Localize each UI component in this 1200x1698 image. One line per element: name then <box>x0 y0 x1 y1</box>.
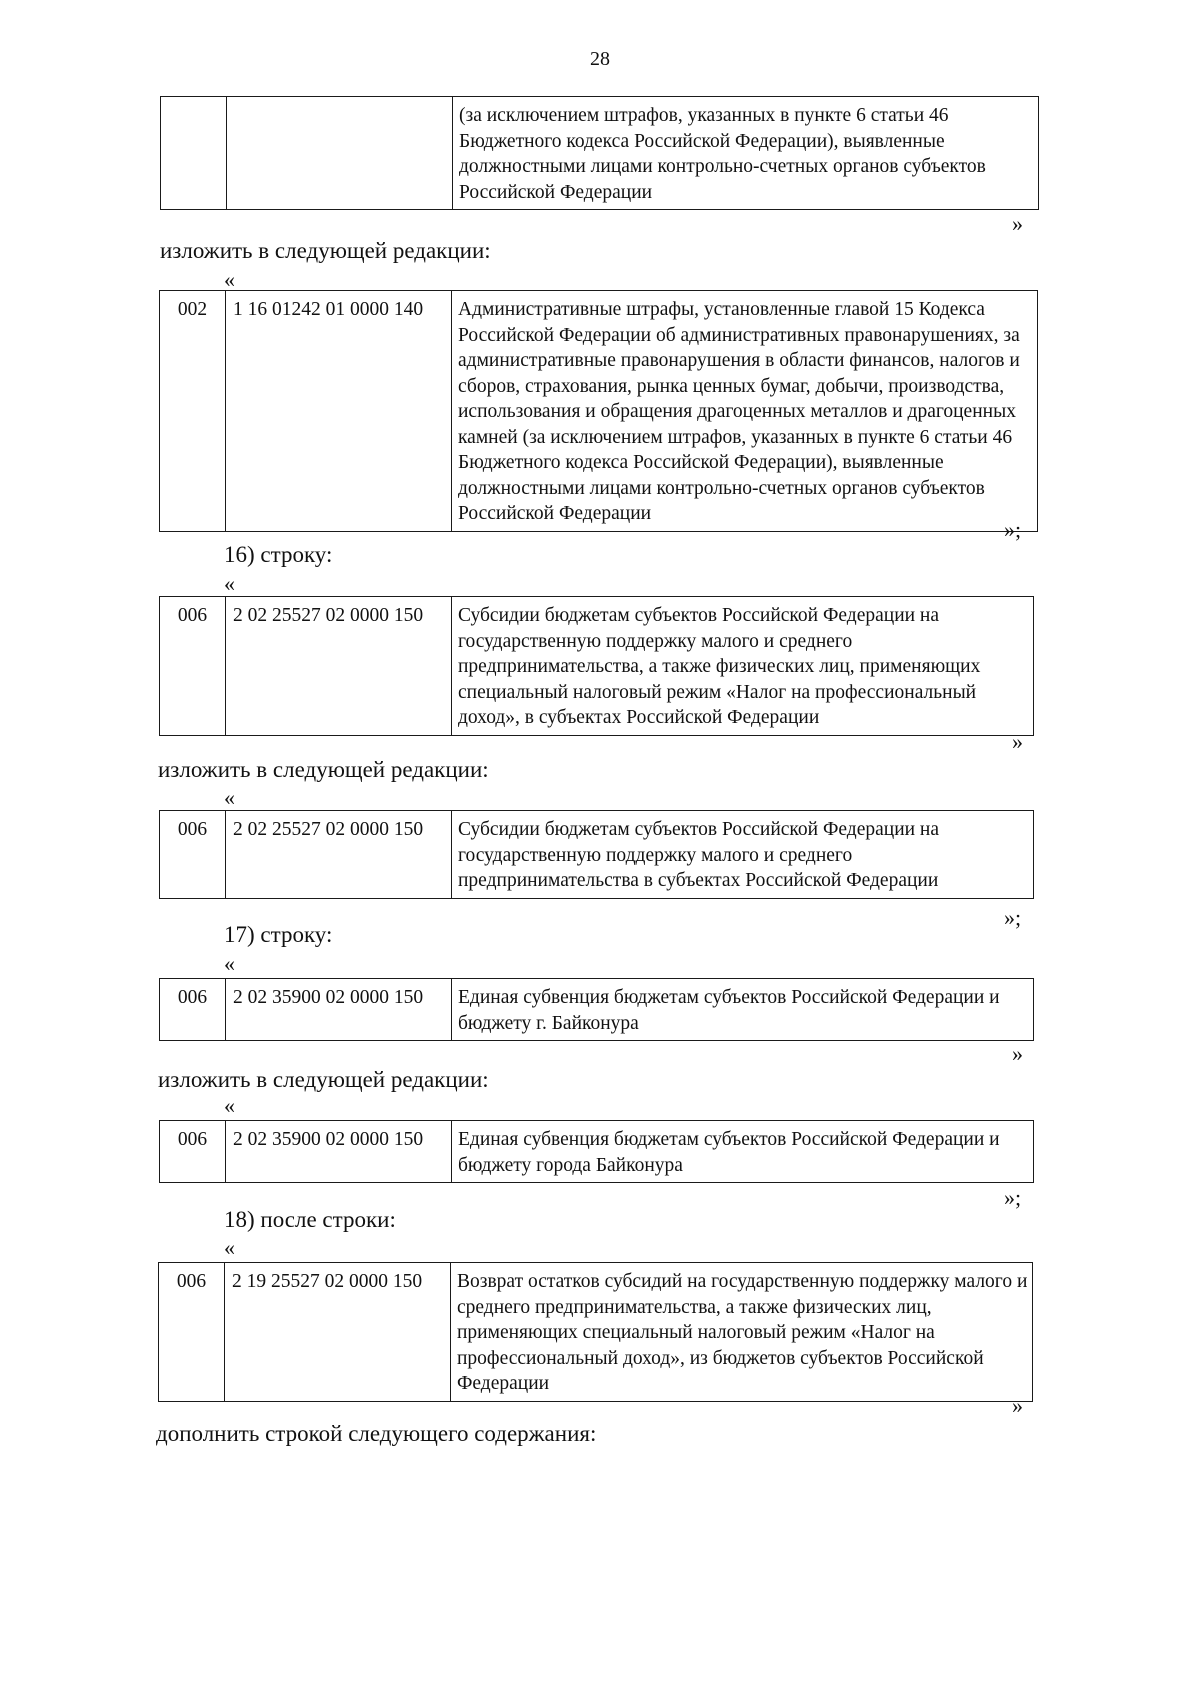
budget-code-cell: 1 16 01242 01 0000 140 <box>226 291 452 532</box>
admin-code-cell <box>161 97 227 210</box>
admin-code-cell: 006 <box>160 979 226 1041</box>
description-cell: Возврат остатков субсидий на государственную поддержку малого и среднего предпринимательства, а также физических лиц, применяющих специальный налоговый режим «Налог на профессиональный доход», из бюджетов субъектов Российской Федерации <box>451 1263 1033 1402</box>
description-cell: Единая субвенция бюджетам субъектов Российской Федерации и бюджету г. Байконура <box>452 979 1034 1041</box>
description-cell: Субсидии бюджетам субъектов Российской Федерации на государственную поддержку малого и среднего предпринимательства в субъектах Российской Федерации <box>452 811 1034 899</box>
budget-code-cell: 2 02 25527 02 0000 150 <box>226 597 452 736</box>
close-quote: » <box>1012 729 1023 754</box>
table-row <box>161 97 1039 210</box>
budget-code-cell: 2 19 25527 02 0000 150 <box>225 1263 451 1402</box>
budget-code-cell: 2 02 25527 02 0000 150 <box>226 811 452 899</box>
instruction-text: изложить в следующей редакции: <box>160 238 491 263</box>
row-heading: 18) после строки: <box>224 1207 396 1232</box>
description-cell: (за исключением штрафов, указанных в пункте 6 статьи 46 Бюджетного кодекса Российской Федерации), выявленные должностными лицами контрольно-счетных органов субъектов Российской Федерации <box>453 97 1039 210</box>
close-quote: »; <box>1004 517 1022 542</box>
table-row <box>160 979 1034 1041</box>
description-cell: Субсидии бюджетам субъектов Российской Федерации на государственную поддержку малого и среднего предпринимательства, а также физических лиц, применяющих специальный налоговый режим «Налог на профессиональный доход», в субъектах Российской Федерации <box>452 597 1034 736</box>
description-cell: Единая субвенция бюджетам субъектов Российской Федерации и бюджету города Байконура <box>452 1121 1034 1183</box>
classification-table <box>160 96 1039 210</box>
budget-code-cell: 2 02 35900 02 0000 150 <box>226 979 452 1041</box>
open-quote: « <box>224 1235 235 1260</box>
instruction-text: дополнить строкой следующего содержания: <box>156 1421 597 1446</box>
description-cell: Административные штрафы, установленные главой 15 Кодекса Российской Федерации об административных правонарушениях, за административные правонарушения в области финансов, налогов и сборов, страхования, рынка ценных бумаг, добычи, производства, использования и обращения драгоценных металлов и драгоценных камней (за исключением штрафов, указанных в пункте 6 статьи 46 Бюджетного кодекса Российской Федерации), выявленные должностными лицами контрольно-счетных органов субъектов Российской Федерации <box>452 291 1038 532</box>
open-quote: « <box>224 267 235 292</box>
table-row <box>160 291 1038 532</box>
instruction-text: изложить в следующей редакции: <box>158 1067 489 1092</box>
classification-table <box>158 1262 1033 1402</box>
admin-code-cell: 002 <box>160 291 226 532</box>
close-quote: »; <box>1004 905 1022 930</box>
open-quote: « <box>224 785 235 810</box>
close-quote: » <box>1012 1393 1023 1418</box>
open-quote: « <box>224 951 235 976</box>
close-quote: » <box>1012 1041 1023 1066</box>
admin-code-cell: 006 <box>160 597 226 736</box>
budget-code-cell <box>227 97 453 210</box>
instruction-text: изложить в следующей редакции: <box>158 757 489 782</box>
classification-table <box>159 978 1034 1041</box>
row-heading: 16) строку: <box>224 542 333 567</box>
table-row <box>160 811 1034 899</box>
admin-code-cell: 006 <box>159 1263 225 1402</box>
classification-table <box>159 290 1038 532</box>
admin-code-cell: 006 <box>160 811 226 899</box>
admin-code-cell: 006 <box>160 1121 226 1183</box>
table-row <box>160 597 1034 736</box>
close-quote: »; <box>1004 1185 1022 1210</box>
row-heading: 17) строку: <box>224 922 333 947</box>
close-quote: » <box>1012 211 1023 236</box>
classification-table <box>159 810 1034 899</box>
page-number: 28 <box>590 48 610 70</box>
classification-table <box>159 596 1034 736</box>
table-row <box>160 1121 1034 1183</box>
budget-code-cell: 2 02 35900 02 0000 150 <box>226 1121 452 1183</box>
open-quote: « <box>224 571 235 596</box>
table-row <box>159 1263 1033 1402</box>
open-quote: « <box>224 1093 235 1118</box>
classification-table <box>159 1120 1034 1183</box>
